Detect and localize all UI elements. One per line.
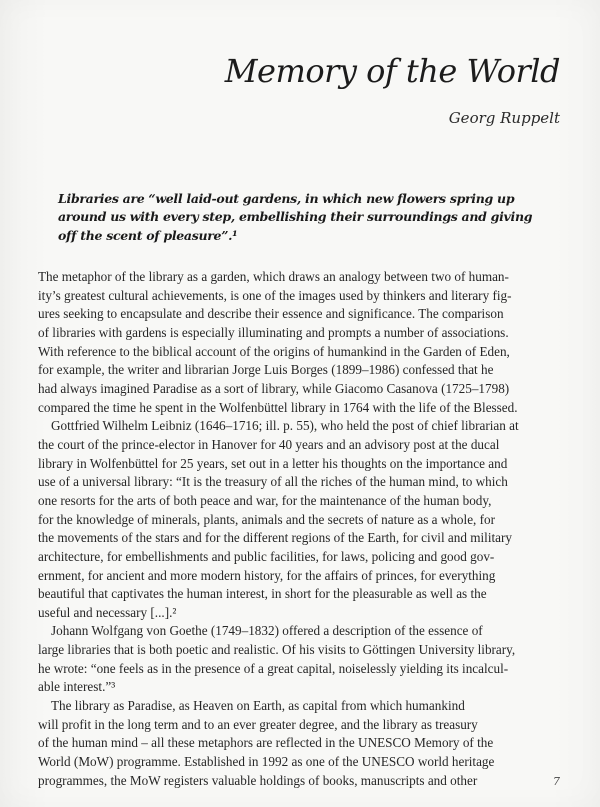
body-line: one resorts for the arts of both peace and war, for the maintenance of the human body,: [38, 492, 492, 508]
body-line: use of a universal library: “It is the treasury of all the riches of the human mind, to which: [38, 474, 508, 490]
body-line: The library as Paradise, as Heaven on Earth, as capital from which humankind: [51, 698, 465, 714]
body-line: ernment, for ancient and more modern history, for the affairs of princes, for everything: [38, 567, 496, 583]
body-line: had always imagined Paradise as a sort of library, while Giacomo Casanova (1725–1798): [38, 380, 510, 396]
body-line: The metaphor of the library as a garden, which draws an analogy between two of human-: [38, 269, 509, 284]
body-line: he wrote: “one feels as in the presence of a great capital, noiselessly yielding its incalcul-: [38, 660, 509, 676]
body-line: for the knowledge of minerals, plants, animals and the secrets of nature as a whole, for: [38, 511, 496, 527]
body-line: useful and necessary [...].²: [38, 604, 177, 620]
body-line: library in Wolfenbüttel for 25 years, set out in a letter his thoughts on the importance and: [38, 455, 508, 471]
body-line: large libraries that is both poetic and realistic. Of his visits to Göttingen University library,: [38, 642, 516, 658]
body-line: compared the time he spent in the Wolfenbüttel library in 1764 with the life of the Blessed.: [38, 399, 518, 415]
body-line: will profit in the long term and to an ever greater degree, and the library as treasury: [38, 716, 478, 732]
body-line: With reference to the biblical account of the origins of humankind in the Garden of Eden,: [38, 343, 510, 359]
chapter-title: Memory of the World: [224, 52, 560, 90]
chapter-author: Georg Ruppelt: [448, 109, 560, 127]
body-line: the movements of the stars and for the different regions of the Earth, for civil and military: [38, 530, 512, 546]
body-line: programmes, the MoW registers valuable holdings of books, manuscripts and other: [38, 772, 478, 788]
body-line: World (MoW) programme. Established in 1992 as one of the UNESCO world heritage: [38, 754, 495, 770]
body-line: for example, the writer and librarian Jorge Luis Borges (1899–1986) confessed that he: [38, 362, 494, 378]
page-number: 7: [553, 775, 560, 788]
body-line: Gottfried Wilhelm Leibniz (1646–1716; ill. p. 55), who held the post of chief librarian at: [51, 418, 519, 434]
body-line: able interest.”³: [38, 679, 116, 695]
body-line: of libraries with gardens is especially illuminating and prompts a number of associations.: [38, 324, 509, 340]
epigraph: [58, 190, 558, 245]
body-line: architecture, for embellishments and public facilities, for laws, policing and good gov-: [38, 548, 495, 564]
epigraph-line: Libraries are “well laid-out gardens, in which new flowers spring up: [58, 191, 515, 206]
body-text: [38, 268, 562, 790]
epigraph-line: off the scent of pleasure”.¹: [58, 227, 238, 243]
epigraph-line: around us with every step, embellishing their surroundings and giving: [58, 209, 533, 225]
body-line: beautiful that captivates the human interest, in short for the pleasurable as well as the: [38, 586, 487, 602]
body-line: ures seeking to encapsulate and describe their essence and significance. The comparison: [38, 306, 504, 322]
body-line: the court of the prince-elector in Hanover for 40 years and an advisory post at the ducal: [38, 436, 500, 452]
body-line: ity’s greatest cultural achievements, is one of the images used by thinkers and literary fig-: [38, 287, 512, 303]
body-line: of the human mind – all these metaphors are reflected in the UNESCO Memory of the: [38, 735, 494, 751]
body-line: Johann Wolfgang von Goethe (1749–1832) offered a description of the essence of: [51, 623, 483, 639]
